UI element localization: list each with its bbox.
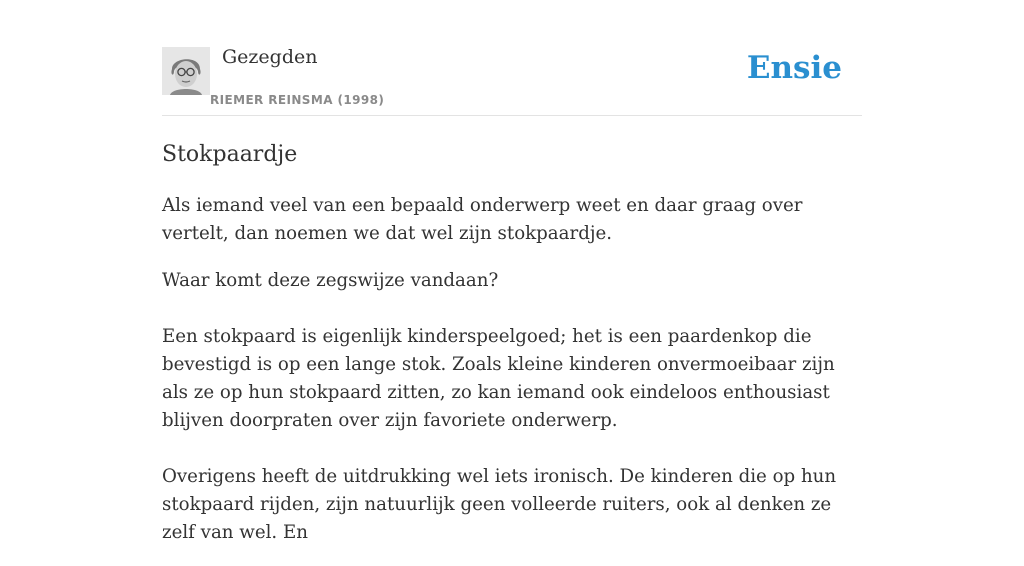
article-content xyxy=(162,116,862,547)
header xyxy=(162,0,862,116)
article-title: Stokpaardje xyxy=(162,142,298,167)
collection-title[interactable]: Gezegden xyxy=(222,46,318,68)
article-paragraph: Een stokpaard is eigenlijk kinderspeelgoed; het is een paardenkop die bevestigd is op een lange stok. Zoals kleine kinderen onvermoeibaar zijn als ze op hun stokpaard zitten, zo kan iemand ook eindeloos enthousiast blijven doorpraten over zijn favoriete onderwerp. xyxy=(162,326,835,431)
article-paragraph: Waar komt deze zegswijze vandaan? xyxy=(162,270,499,291)
author-avatar[interactable] xyxy=(162,47,210,95)
page-container xyxy=(162,0,862,566)
brand-logo[interactable]: Ensie xyxy=(746,50,842,86)
article-paragraph: Overigens heeft de uitdrukking wel iets ironisch. De kinderen die op hun stokpaard rijden, zijn natuurlijk geen volleerde ruiters, ook al denken ze zelf van wel. En xyxy=(162,466,837,543)
article-paragraph: Als iemand veel van een bepaald onderwerp weet en daar graag over vertelt, dan noemen we dat wel zijn stokpaardje. xyxy=(162,195,803,244)
author-name[interactable]: RIEMER REINSMA (1998) xyxy=(210,93,385,107)
